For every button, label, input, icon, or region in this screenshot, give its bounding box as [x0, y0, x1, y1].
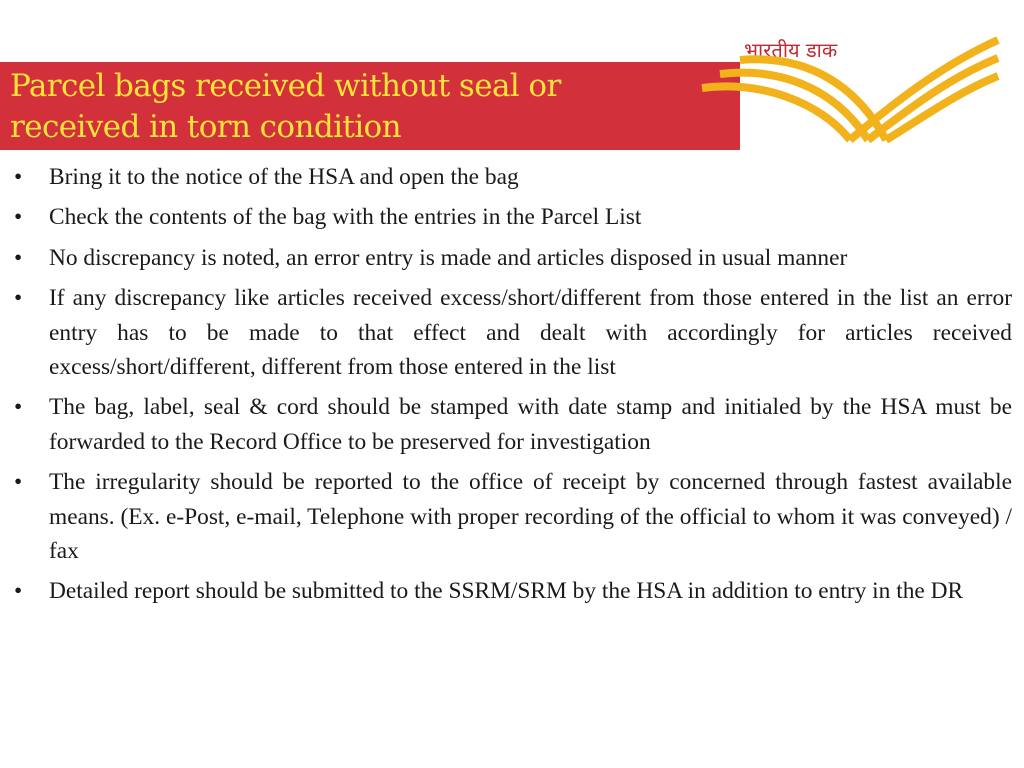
bullet-item: • No discrepancy is noted, an error entry is made and articles disposed in usual manner — [14, 241, 1012, 275]
bullet-item: • The irregularity should be reported to the office of receipt by concerned through fastest available means. (Ex. e-Post, e-mail, Telephone with proper recording of the official to whom it was conveyed) / fax — [14, 465, 1012, 568]
bullet-item: • If any discrepancy like articles received excess/short/different from those entered in the list an error entry has to be made to that effect and dealt with accordingly for articles received excess/short/different, different from those entered in the list — [14, 281, 1012, 384]
bullet-dot-icon: • — [14, 164, 23, 190]
slide-title-line-1: Parcel bags received without seal or — [10, 68, 561, 104]
bullet-dot-icon: • — [14, 578, 23, 605]
india-post-logo-icon — [700, 36, 1000, 150]
bullet-dot-icon: • — [14, 204, 23, 231]
bullet-dot-icon: • — [14, 244, 23, 271]
bullet-item: • Check the contents of the bag with the entries in the Parcel List — [14, 200, 1012, 234]
bullet-dot-icon: • — [14, 469, 23, 496]
bullet-list — [14, 160, 1012, 615]
bullet-item: • Bring it to the notice of the HSA and open the bag — [14, 160, 1012, 194]
bullet-item: • Detailed report should be submitted to the SSRM/SRM by the HSA in addition to entry in the DR — [14, 574, 1012, 608]
logo-panel: भारतीय डाक — [740, 0, 1024, 150]
slide-title-line-2: received in torn condition — [10, 109, 401, 145]
bullet-dot-icon: • — [14, 285, 23, 312]
bullet-item: • The bag, label, seal & cord should be stamped with date stamp and initialed by the HSA must be forwarded to the Record Office to be preserved for investigation — [14, 390, 1012, 459]
bullet-dot-icon: • — [14, 394, 23, 421]
slide-title — [10, 66, 710, 148]
